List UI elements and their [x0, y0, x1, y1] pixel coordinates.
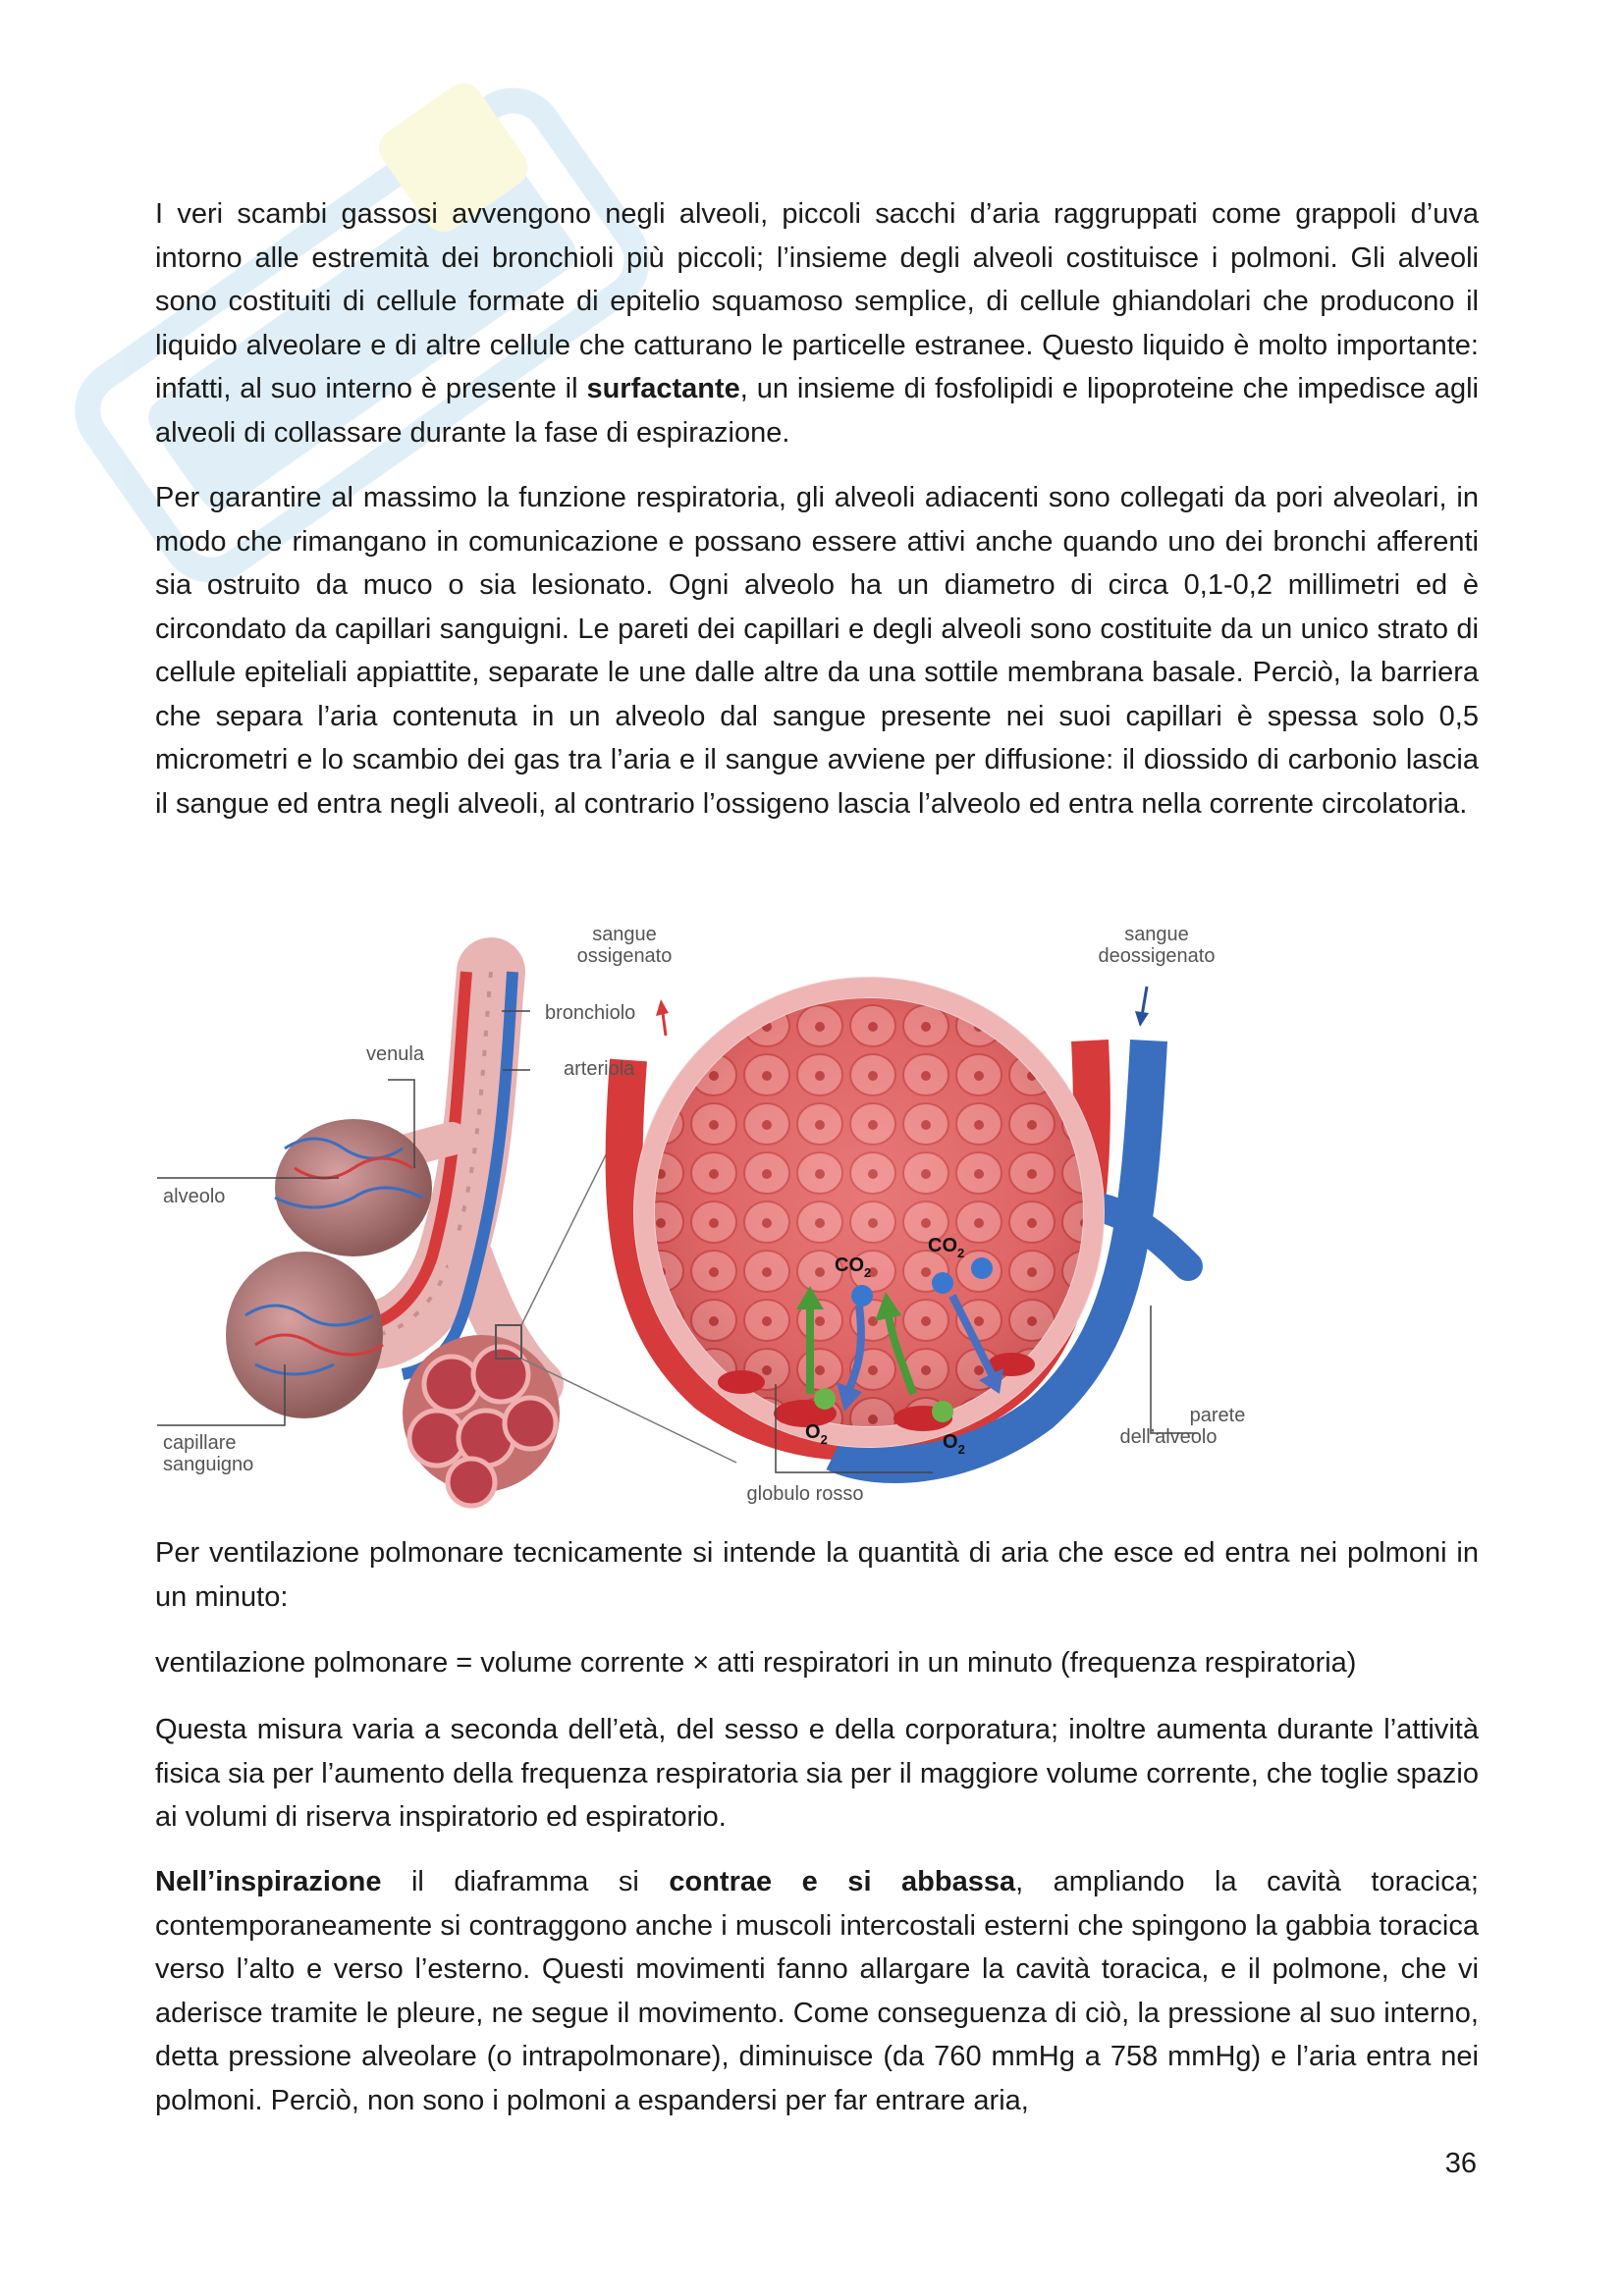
term-inspirazione: Nell’inspirazione [155, 1866, 382, 1897]
formula-ventilation [155, 1641, 1479, 1685]
alveolus-closeup [624, 977, 1188, 1465]
paragraph-alveoli [155, 192, 1479, 454]
o2-label-1: $O_2$ [805, 1421, 828, 1447]
o2-label-2: $O_2$ [943, 1431, 965, 1457]
paragraph-text: , un insieme di fosfolipidi e lipoproteine che impedisce agli alveoli di collassare durante la fase di espirazione. [155, 373, 1479, 449]
paragraph-text: Questa misura varia a seconda dell’età, del sesso e della corporatura; inoltre aumenta durante l’attività fisica sia per l’aumento della frequenza respiratoria sia per il maggiore volume corrente, che toglie spazio ai volumi di riserva inspiratorio ed espiratorio. [155, 1714, 1479, 1833]
label-globulo-rosso: globulo rosso [746, 1483, 864, 1505]
paragraph-text: Per ventilazione polmonare tecnicamente si intende la quantità di aria che esce ed entra nei polmoni in un minuto: [155, 1537, 1479, 1613]
paragraph-ventilation-definition [155, 1531, 1479, 1619]
paragraph-text: il diaframma si [381, 1866, 670, 1897]
paragraph-text: I veri scambi gassosi avvengono negli alveoli, piccoli sacchi d’aria raggruppati come grappoli d’uva intorno alle estremità dei bronchioli più piccoli; l’insieme degli alveoli costituisce i polmoni. Gli alveoli sono costituiti di cellule formate di epitelio squamoso semplice, di cellule ghiandolari che producono il liquido alveolare e di altre cellule che catturano le particelle estranee. Questo liquido è molto importante: infatti, al suo interno è presente il [155, 198, 1479, 404]
term-contrae: contrae e si abbassa [669, 1866, 1016, 1897]
co2-label-2: $CO_2$ [928, 1235, 965, 1260]
label-sangue-ossigenato: sangue ossigenato [576, 924, 673, 967]
paragraph-text: , ampliando la cavità toracica; contemporaneamente si contraggono anche i muscoli intercostali esterni che spingono la gabbia toracica verso l’alto e verso l’esterno. Questi movimenti fanno allargare la cavità toracica, e il polmone, che vi aderisce tramite le pleure, ne segue il movimento. Come conseguenza di ciò, la pressione al suo interno, detta pressione alveolare (o intrapolmonare), diminuisce (da 760 mmHg a 758 mmHg) e l’aria entra nei polmoni. Perciò, non sono i polmoni a espandersi per far entrare aria, [155, 1866, 1479, 2116]
formula-text: ventilazione polmonare = volume corrente × atti respiratori in un minuto (frequenza respiratoria) [155, 1647, 1357, 1679]
label-arteriola: arteriola [564, 1058, 635, 1080]
alveolus-figure [157, 903, 1492, 1512]
alveolar-sacs [226, 1119, 432, 1418]
label-alveolo: alveolo [163, 1186, 226, 1207]
page-number: 36 [1444, 2148, 1477, 2179]
paragraph-variation [155, 1708, 1479, 1840]
label-parete-alveolo: parete dell’alveolo [1119, 1405, 1246, 1448]
paragraph-inspiration [155, 1860, 1479, 2122]
paragraph-text: Per garantire al massimo la funzione respiratoria, gli alveoli adiacenti sono collegati da pori alveolari, in modo che rimangano in comunicazione e possano essere attivi anche quando uno dei bronchi afferenti sia ostruito da muco o sia lesionato. Ogni alveolo ha un diametro di circa 0,1-0,2 millimetri ed è circondato da capillari sanguigni. Le pareti dei capillari e degli alveoli sono costituite da un unico strato di cellule epiteliali appiattite, separate le une dalle altre da una sottile membrana basale. Perciò, la barriera che separa l’aria contenuta in un alveolo dal sangue presente nei suoi capillari è spessa solo 0,5 micrometri e lo scambio dei gas tra l’aria e il sangue avviene per diffusione: il diossido di carbonio lascia il sangue ed entra negli alveoli, al contrario l’ossigeno lascia l’alveolo ed entra nella corrente circolatoria. [155, 482, 1479, 820]
alveolus-illustration [157, 903, 1492, 1512]
co2-label-1: $CO_2$ [835, 1255, 872, 1280]
label-capillare-sanguigno: capillare sanguigno [163, 1432, 254, 1475]
term-surfactante: surfactante [586, 373, 740, 404]
label-venula: venula [366, 1043, 424, 1065]
label-sangue-deossigenato: sangue deossigenato [1098, 924, 1216, 967]
paragraph-respiratory-function [155, 476, 1479, 826]
label-bronchiolo: bronchiolo [545, 1002, 636, 1024]
